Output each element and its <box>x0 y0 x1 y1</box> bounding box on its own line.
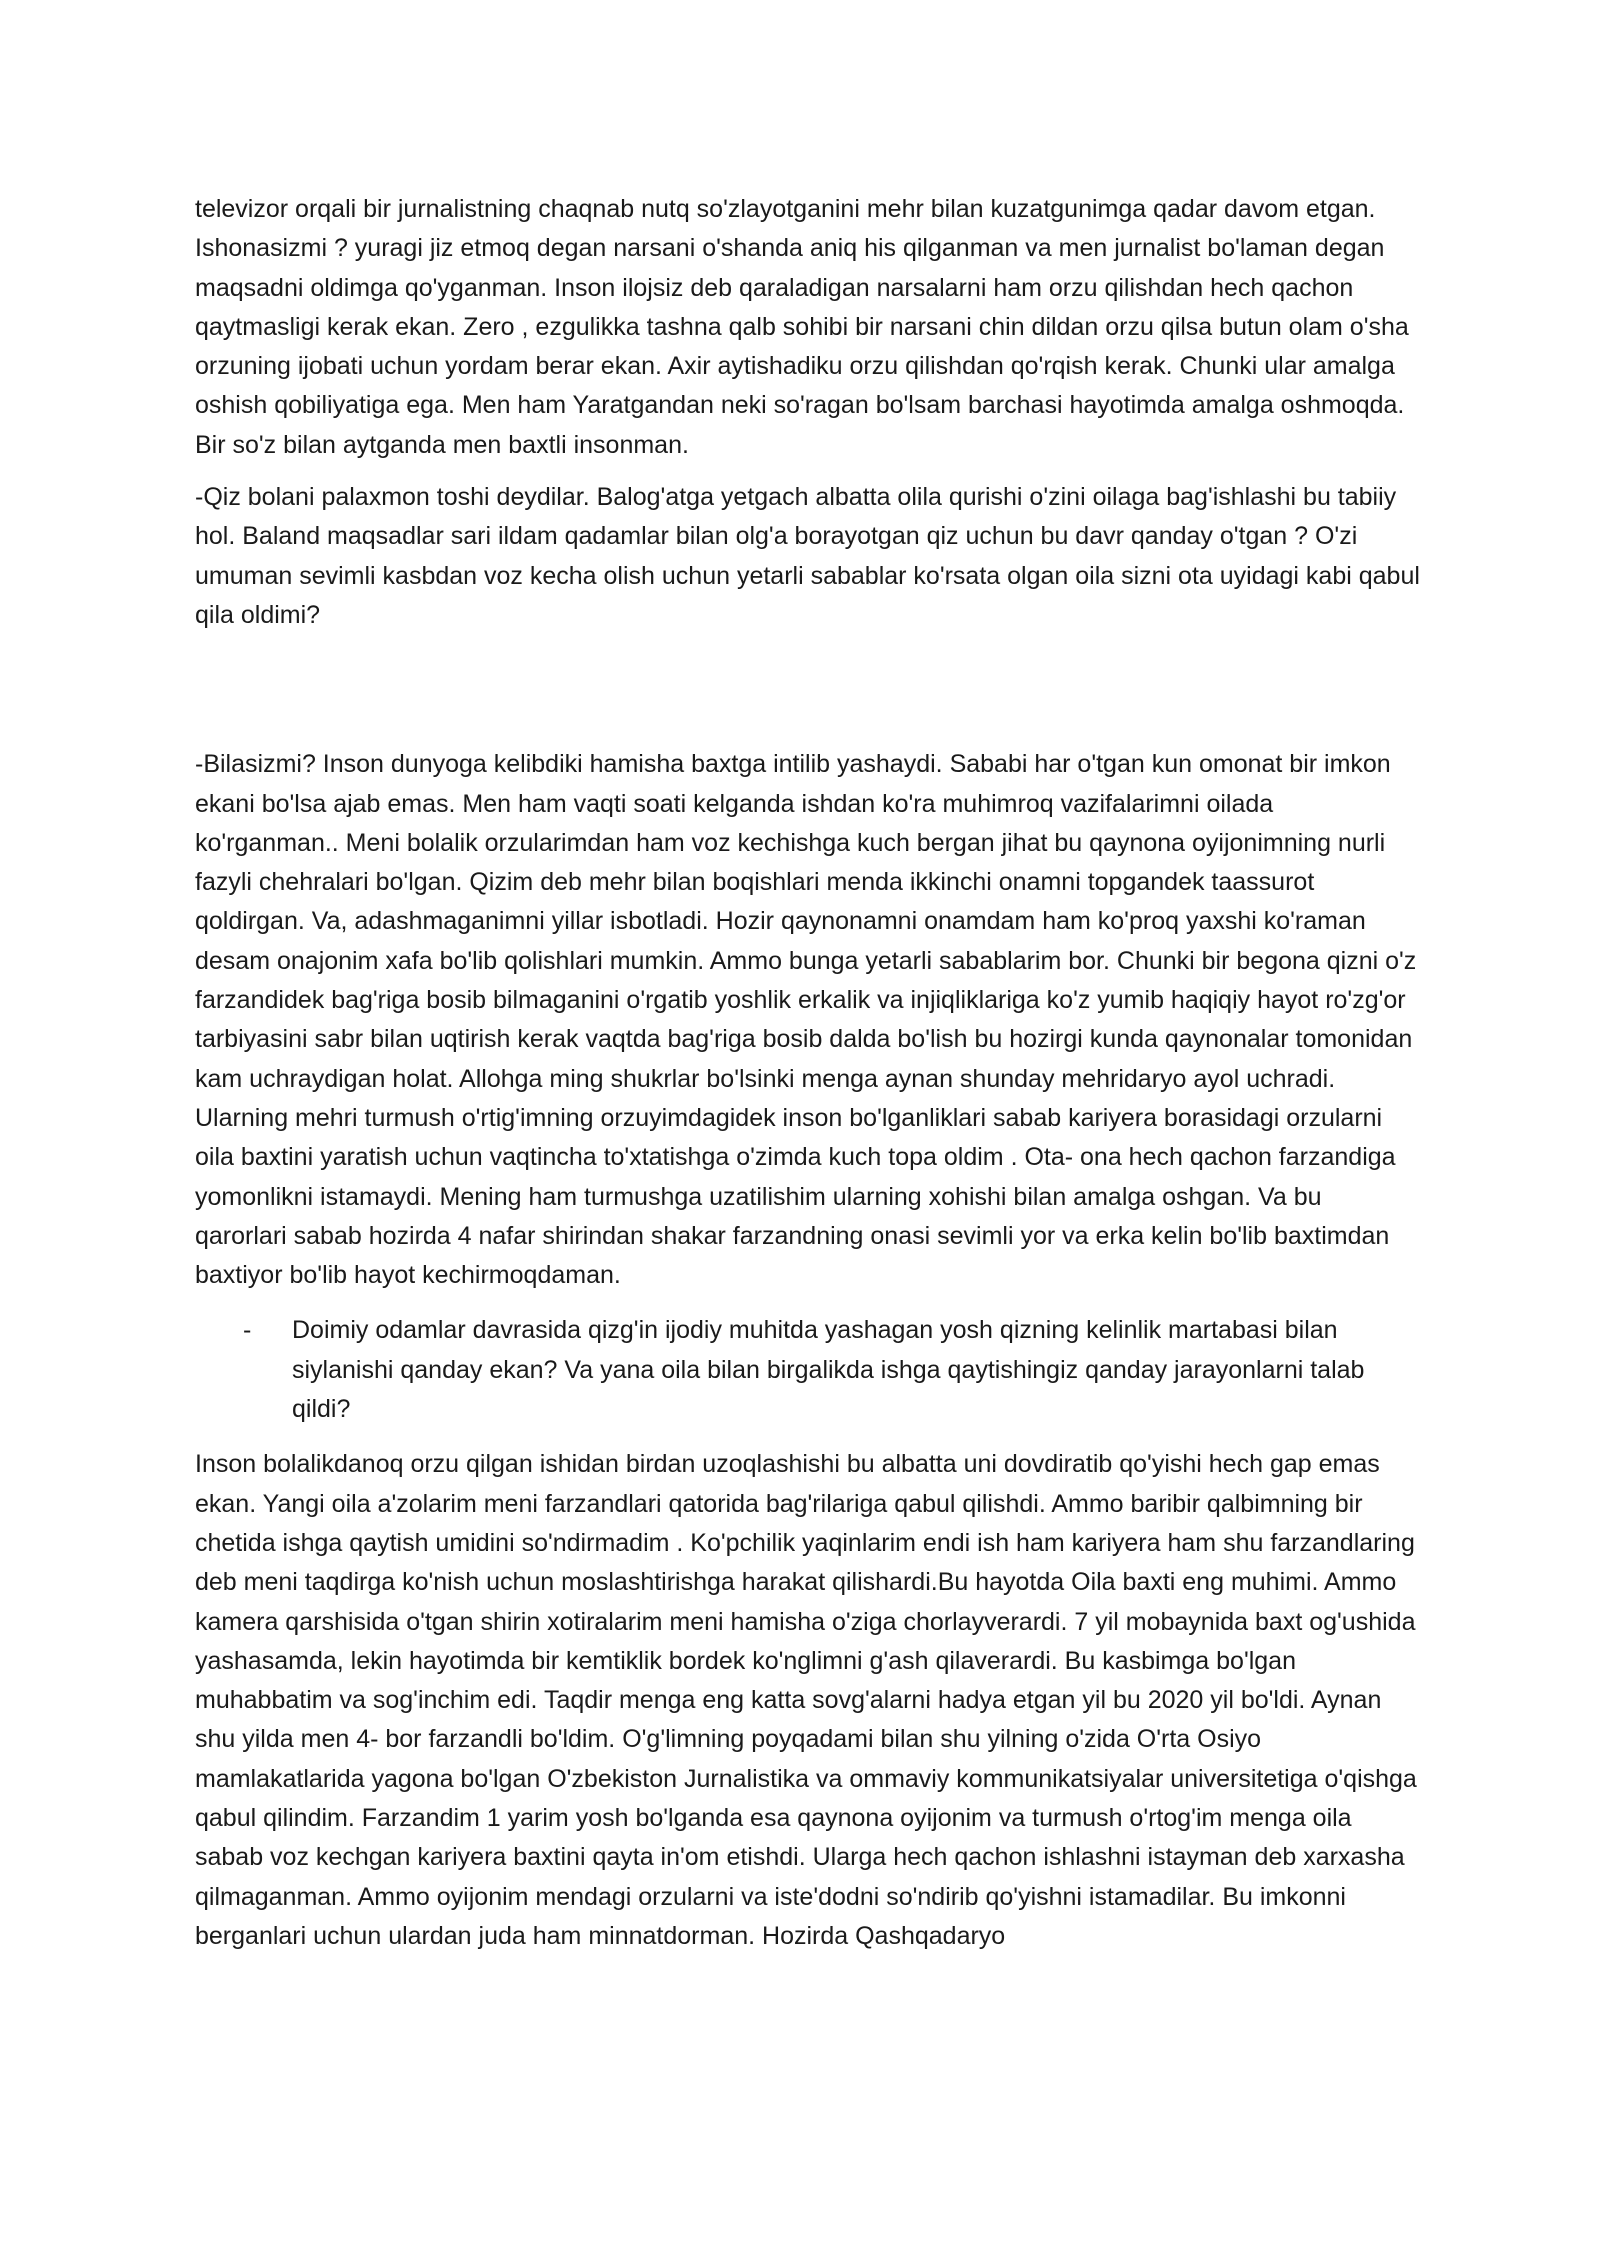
bullet-question <box>195 1311 1420 1429</box>
paragraph-3-answer: -Bilasizmi? Inson dunyoga kelibdiki hamisha baxtga intilib yashaydi. Sababi har o'tgan kun omonat bir imkon ekani bo'lsa ajab emas. Men ham vaqti soati kelganda ishdan ko'ra muhimroq vazifalarimni oilada ko'rganman.. Meni bolalik orzularimdan ham voz kechishga kuch bergan jihat bu qaynona oyijonimning nurli fazyli chehralari bo'lgan. Qizim deb mehr bilan boqishlari menda ikkinchi onamni topgandek taassurot qoldirgan. Va, adashmaganimni yillar isbotladi. Hozir qaynonamni onamdam ham ko'proq yaxshi ko'raman desam onajonim xafa bo'lib qolishlari mumkin. Ammo bunga yetarli sabablarim bor. Chunki bir begona qizni o'z farzandidek bag'riga bosib bilmaganini o'rgatib yoshlik erkalik va injiqliklariga ko'z yumib haqiqiy hayot ro'zg'or tarbiyasini sabr bilan uqtirish kerak vaqtda bag'riga bosib dalda bo'lish bu hozirgi kunda qaynonalar tomonidan kam uchraydigan holat. Allohga ming shukrlar bo'lsinki menga aynan shunday mehridaryo ayol uchradi. Ularning mehri turmush o'rtig'imning orzuyimdagidek inson bo'lganliklari sabab kariyera borasidagi orzularni oila baxtini yaratish uchun vaqtincha to'xtatishga o'zimda kuch topa oldim . Ota- ona hech qachon farzandiga yomonlikni istamaydi. Mening ham turmushga uzatilishim ularning xohishi bilan amalga oshgan. Va bu qarorlari sabab hozirda 4 nafar shirindan shakar farzandning onasi sevimli yor va erka kelin bo'lib baxtimdan baxtiyor bo'lib hayot kechirmoqdaman. <box>195 750 1417 1290</box>
paragraph-2-question: -Qiz bolani palaxmon toshi deydilar. Balog'atga yetgach albatta olila qurishi o'zini oilaga bag'ishlashi bu tabiiy hol. Baland maqsadlar sari ildam qadamlar bilan olg'a borayotgan qiz uchun bu davr qanday o'tgan ? O'zi umuman sevimli kasbdan voz kecha olish uchun yetarli sabablar ko'rsata olgan oila sizni ota uyidagi kabi qabul qila oldimi? <box>195 483 1420 629</box>
paragraph-4-answer: Inson bolalikdanoq orzu qilgan ishidan birdan uzoqlashishi bu albatta uni dovdiratib qo'yishi hech gap emas ekan. Yangi oila a'zolarim meni farzandlari qatorida bag'rilariga qabul qilishdi. Ammo baribir qalbimning bir chetida ishga qaytish umidini so'ndirmadim . Ko'pchilik yaqinlarim endi ish ham kariyera ham shu farzandlaring deb meni taqdirga ko'nish uchun moslashtirishga harakat qilishardi.Bu hayotda Oila baxti eng muhimi. Ammo kamera qarshisida o'tgan shirin xotiralarim meni hamisha o'ziga chorlayverardi. 7 yil mobaynida baxt og'ushida yashasamda, lekin hayotimda bir kemtiklik bordek ko'nglimni g'ash qilaverardi. Bu kasbimga bo'lgan muhabbatim va sog'inchim edi. Taqdir menga eng katta sovg'alarni hadya etgan yil bu 2020 yil bo'ldi. Aynan shu yilda men 4- bor farzandli bo'ldim. O'g'limning poyqadami bilan shu yilning o'zida O'rta Osiyo mamlakatlarida yagona bo'lgan O'zbekiston Jurnalistika va ommaviy kommunikatsiyalar universitetiga o'qishga qabul qilindim. Farzandim 1 yarim yosh bo'lganda esa qaynona oyijonim va turmush o'rtog'im menga oila sabab voz kechgan kariyera baxtini qayta in'om etishdi. Ularga hech qachon ishlashni istayman deb xarxasha qilmaganman. Ammo oyijonim mendagi orzularni va iste'dodni so'ndirib qo'yishni istamadilar. Bu imkonni berganlari uchun ulardan juda ham minnatdorman. Hozirda Qashqadaryo <box>195 1450 1417 1950</box>
document-body <box>195 190 1420 1956</box>
bullet-dash: - <box>243 1316 252 1345</box>
bullet-question-text: Doimiy odamlar davrasida qizg'in ijodiy muhitda yashagan yosh qizning kelinlik martabasi bilan siylanishi qanday ekan? Va yana oila bilan birgalikda ishga qaytishingiz qanday jarayonlarni talab qildi? <box>292 1316 1365 1424</box>
paragraph-1: televizor orqali bir jurnalistning chaqnab nutq so'zlayotganini mehr bilan kuzatgunimga qadar davom etgan. Ishonasizmi ? yuragi jiz etmoq degan narsani o'shanda aniq his qilganman va men jurnalist bo'laman degan maqsadni oldimga qo'yganman. Inson ilojsiz deb qaraladigan narsalarni ham orzu qilishdan hech qachon qaytmasligi kerak ekan. Zero , ezgulikka tashna qalb sohibi bir narsani chin dildan orzu qilsa butun olam o'sha orzuning ijobati uchun yordam berar ekan. Axir aytishadiku orzu qilishdan qo'rqish kerak. Chunki ular amalga oshish qobiliyatiga ega. Men ham Yaratgandan neki so'ragan bo'lsam barchasi hayotimda amalga oshmoqda. Bir so'z bilan aytganda men baxtli insonman. <box>195 195 1409 459</box>
